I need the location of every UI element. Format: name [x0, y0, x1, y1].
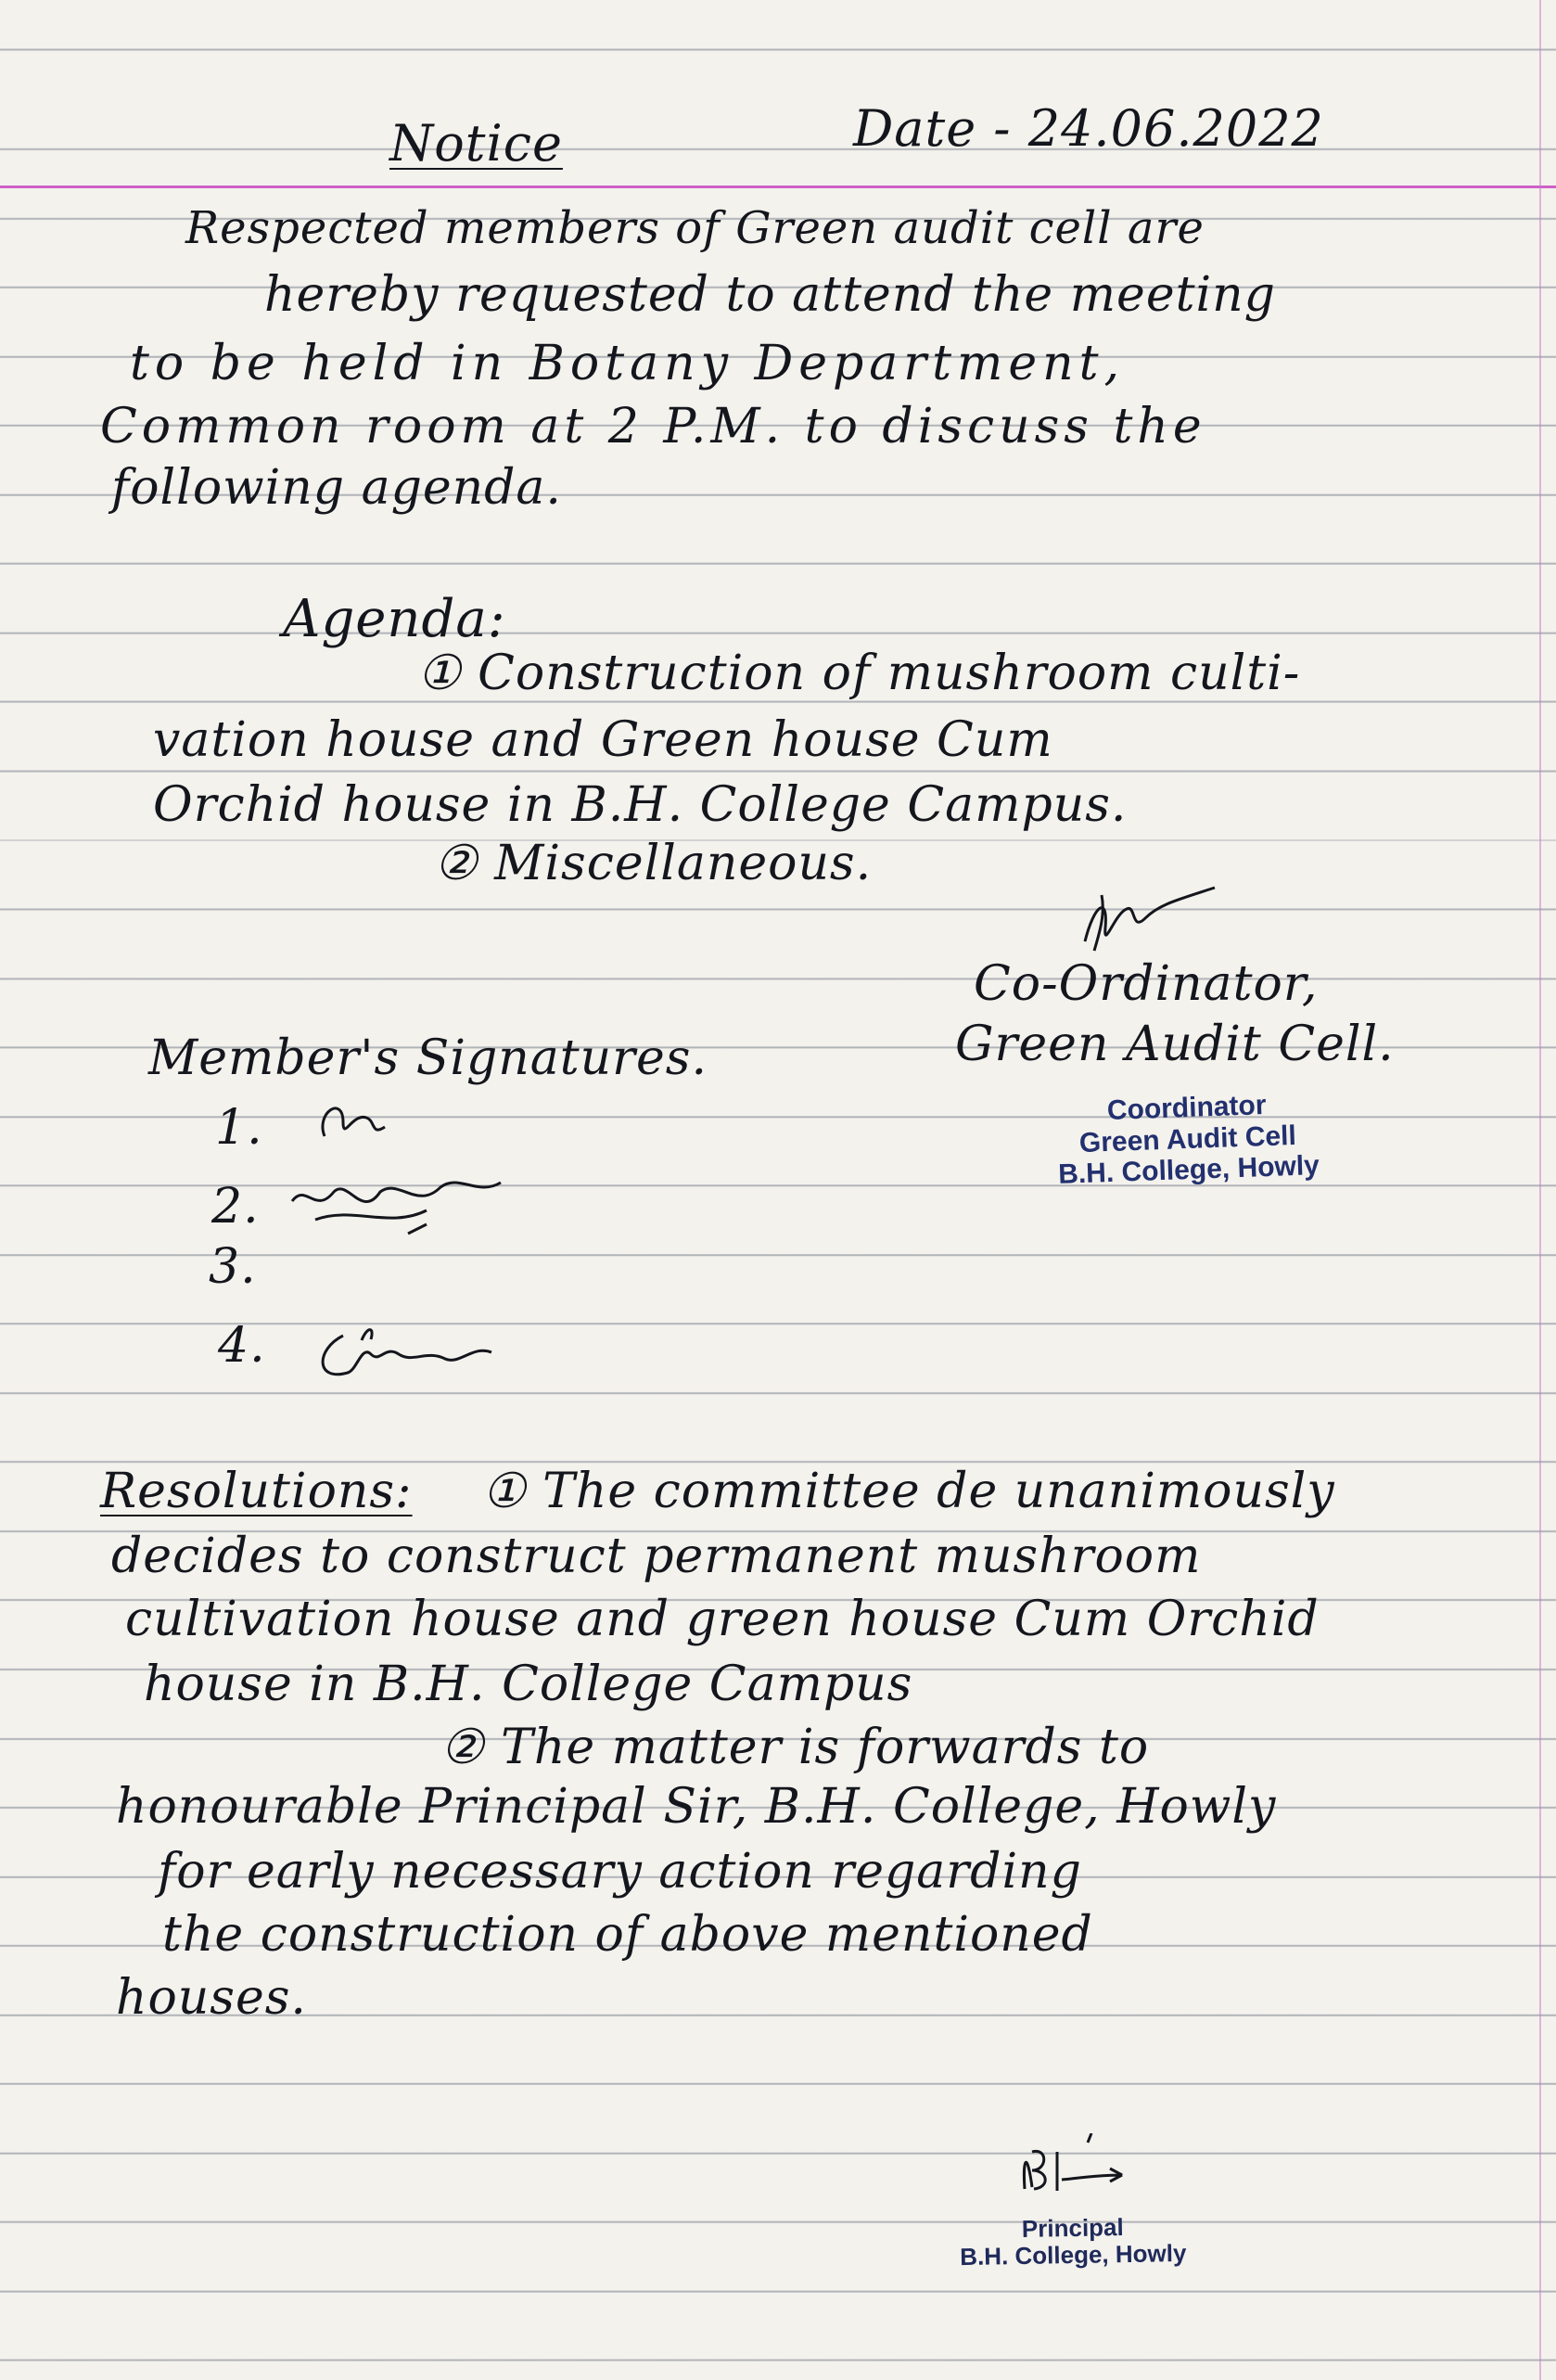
principal-stamp-line-2: B.H. College, Howly: [960, 2238, 1187, 2271]
right-margin-rule: [1539, 0, 1541, 2380]
intro-line-5: following agenda.: [111, 460, 562, 516]
resolutions-heading: Resolutions:: [100, 1464, 413, 1519]
intro-line-2: hereby requested to attend the meeting: [264, 267, 1276, 323]
resolution-1-line-1: ① The committee de unanimously: [482, 1464, 1335, 1519]
coordinator-stamp: [1055, 1088, 1320, 1191]
member-number-3: 3.: [209, 1239, 257, 1295]
resolution-1-line-2: decides to construct permanent mushroom: [111, 1529, 1202, 1584]
member-2-signature: [278, 1164, 519, 1248]
member-number-2: 2.: [211, 1179, 260, 1235]
resolution-2-line-4: the construction of above mentioned: [162, 1907, 1093, 1963]
coordinator-stamp-line-3: B.H. College, Howly: [1057, 1150, 1320, 1191]
agenda-item-2: ② Miscellaneous.: [434, 836, 873, 891]
intro-line-3: to be held in Botany Department,: [130, 336, 1126, 391]
notice-title: Notice: [389, 114, 563, 173]
agenda-heading: Agenda:: [283, 589, 506, 649]
resolution-2-line-3: for early necessary action regarding: [158, 1844, 1082, 1900]
agenda-item-1-line-1: ① Construction of mushroom culti-: [417, 646, 1301, 701]
resolution-2-line-1: ② The matter is forwards to: [440, 1720, 1150, 1775]
principal-stamp-line-1: Principal: [1021, 2213, 1124, 2243]
member-1-signature: [297, 1085, 408, 1159]
member-number-4: 4.: [218, 1318, 266, 1374]
intro-line-4: Common room at 2 P.M. to discuss the: [100, 399, 1206, 454]
resolution-1-line-3: cultivation house and green house Cum Orchid: [125, 1592, 1320, 1647]
members-heading: Member's Signatures.: [148, 1030, 708, 1086]
coordinator-stamp-line-1: Coordinator: [1106, 1090, 1268, 1127]
member-number-1: 1.: [215, 1100, 263, 1156]
resolution-2-line-5: houses.: [116, 1970, 307, 2026]
top-margin-line: [0, 186, 1556, 188]
coordinator-title-line-1: Co-Ordinator,: [974, 956, 1319, 1012]
coordinator-title-line-2: Green Audit Cell.: [955, 1017, 1395, 1072]
intro-line-1: Respected members of Green audit cell are: [185, 202, 1205, 254]
member-4-signature: [306, 1317, 519, 1391]
principal-stamp: [960, 2213, 1187, 2271]
principal-signature: [1006, 2133, 1154, 2207]
notice-date: Date - 24.06.2022: [853, 99, 1324, 158]
coordinator-stamp-line-2: Green Audit Cell: [1078, 1120, 1297, 1158]
resolution-1-line-4: house in B.H. College Campus: [144, 1657, 913, 1712]
agenda-item-1-line-3: Orchid house in B.H. College Campus.: [153, 777, 1128, 833]
resolution-2-line-2: honourable Principal Sir, B.H. College, Howly: [116, 1779, 1277, 1835]
agenda-item-1-line-2: vation house and Green house Cum: [153, 712, 1053, 768]
